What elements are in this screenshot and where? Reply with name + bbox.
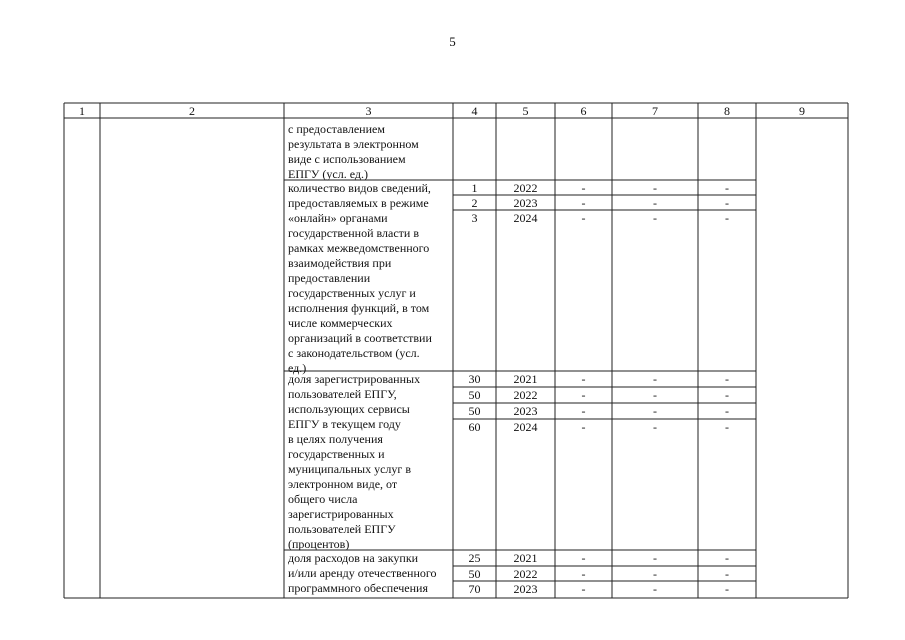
indicator-text-line: предоставляемых в режиме (288, 196, 429, 210)
col6-value: - (581, 372, 586, 386)
col7-value: - (653, 181, 657, 195)
col6-value: - (581, 567, 586, 581)
col7-value: - (653, 388, 657, 402)
col8-value: - (725, 404, 729, 418)
indicator-text-line: программного обеспечения (288, 581, 428, 595)
col7-value: - (653, 551, 657, 565)
indicator-year: 2022 (513, 181, 538, 195)
column-header: 5 (522, 104, 529, 118)
indicator-text-line: взаимодействия при (288, 256, 392, 270)
indicator-value: 30 (468, 372, 481, 386)
indicator-year: 2024 (513, 420, 538, 434)
column-header: 1 (79, 104, 85, 118)
indicator-text-line: пользователей ЕПГУ, (288, 387, 397, 401)
indicator-year: 2022 (513, 567, 538, 581)
col6-value: - (581, 420, 586, 434)
column-header: 6 (580, 104, 587, 118)
indicator-text-line: количество видов сведений, (288, 181, 431, 195)
indicator-value: 2 (471, 196, 478, 210)
indicator-text-line: ед.) (288, 361, 307, 375)
col7-value: - (653, 420, 657, 434)
col7-value: - (653, 196, 657, 210)
column-header: 8 (724, 104, 730, 118)
indicator-text-line: рамках межведомственного (288, 241, 430, 255)
col7-value: - (653, 372, 657, 386)
col6-value: - (581, 388, 586, 402)
col7-value: - (653, 567, 657, 581)
col7-value: - (653, 582, 657, 596)
col8-value: - (725, 551, 729, 565)
indicator-text-line: муниципальных услуг в (288, 462, 411, 476)
indicator-text-line: использующих сервисы (288, 402, 410, 416)
indicator-text-line: результата в электронном (288, 137, 419, 151)
col8-value: - (725, 181, 729, 195)
col8-value: - (725, 567, 729, 581)
indicator-value: 50 (468, 567, 481, 581)
col8-value: - (725, 372, 729, 386)
indicator-text-line: доля расходов на закупки (288, 551, 419, 565)
column-header: 9 (799, 104, 805, 118)
indicator-text-line: с предоставлением (288, 122, 385, 136)
col6-value: - (581, 404, 586, 418)
indicator-text-line: общего числа (288, 492, 358, 506)
col8-value: - (725, 388, 729, 402)
page-number: 5 (449, 34, 456, 49)
col7-value: - (653, 211, 657, 225)
indicator-text-line: числе коммерческих (288, 316, 393, 330)
column-header: 4 (471, 104, 478, 118)
indicator-text-line: государственных услуг и (288, 286, 416, 300)
indicator-year: 2021 (513, 551, 538, 565)
col8-value: - (725, 196, 729, 210)
col6-value: - (581, 551, 586, 565)
indicator-value: 60 (468, 420, 481, 434)
indicator-text-line: (процентов) (288, 537, 350, 551)
indicator-text-line: ЕПГУ (усл. ед.) (288, 167, 369, 181)
indicator-text-line: виде с использованием (288, 152, 406, 166)
indicator-text-line: государственной власти в (288, 226, 420, 240)
indicator-value: 3 (471, 211, 478, 225)
indicator-year: 2023 (513, 404, 538, 418)
indicator-text-line: в целях получения (288, 432, 383, 446)
indicator-year: 2021 (513, 372, 538, 386)
indicator-text-line: и/или аренду отечественного (288, 566, 437, 580)
col6-value: - (581, 582, 586, 596)
indicator-text-line: «онлайн» органами (288, 211, 388, 225)
indicator-text-line: предоставлении (288, 271, 371, 285)
indicator-text-line: организаций в соответствии (288, 331, 432, 345)
indicator-text-line: государственных и (288, 447, 385, 461)
col6-value: - (581, 196, 586, 210)
indicator-value: 50 (468, 388, 481, 402)
indicator-value: 1 (471, 181, 478, 195)
indicator-text-line: электронном виде, от (288, 477, 398, 491)
indicator-value: 70 (468, 582, 481, 596)
indicator-text-line: пользователей ЕПГУ (288, 522, 396, 536)
col8-value: - (725, 420, 729, 434)
indicator-year: 2024 (513, 211, 538, 225)
column-header: 3 (365, 104, 372, 118)
indicator-value: 50 (468, 404, 481, 418)
col8-value: - (725, 582, 729, 596)
indicator-year: 2023 (513, 582, 538, 596)
col6-value: - (581, 211, 586, 225)
indicator-year: 2022 (513, 388, 538, 402)
col8-value: - (725, 211, 729, 225)
indicator-text-line: с законодательством (усл. (288, 346, 420, 360)
column-header: 2 (189, 104, 195, 118)
indicator-text-line: доля зарегистрированных (288, 372, 421, 386)
col7-value: - (653, 404, 657, 418)
indicator-text-line: исполнения функций, в том (288, 301, 430, 315)
indicator-text-line: ЕПГУ в текущем году (288, 417, 401, 431)
indicator-value: 25 (468, 551, 481, 565)
col6-value: - (581, 181, 586, 195)
indicator-year: 2023 (513, 196, 538, 210)
column-header: 7 (652, 104, 658, 118)
indicator-text-line: зарегистрированных (288, 507, 394, 521)
